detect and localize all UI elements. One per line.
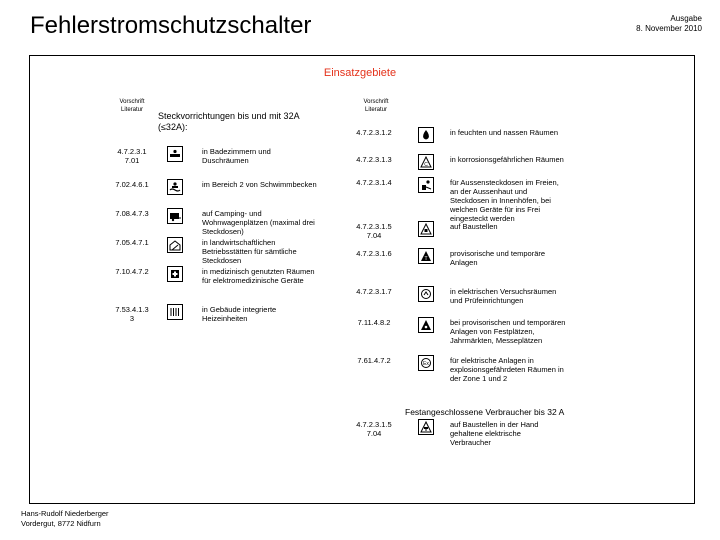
bathtub-icon	[167, 146, 183, 162]
left-header-line1: Vorschrift	[119, 99, 145, 105]
right-header-line1: Vorschrift	[363, 99, 389, 105]
barn-icon	[167, 237, 183, 253]
right-row-description-line: in feuchten und nassen Räumen	[450, 128, 558, 137]
right-row-description-line: für elektrische Anlagen in	[450, 356, 534, 365]
fixed-row-rule-ref-line1: 4.7.2.3.1.5	[356, 420, 392, 429]
right-row-rule-ref-line1: 7.61.4.7.2	[357, 356, 391, 365]
right-row-rule-ref	[346, 222, 402, 240]
left-row-description-line: in Gebäude integrierte	[202, 305, 277, 314]
left-row-description-line: auf Camping- und	[202, 209, 262, 218]
left-row-description	[202, 238, 297, 265]
left-row-rule-ref-line1: 7.08.4.7.3	[115, 209, 149, 218]
right-row-description	[450, 249, 545, 267]
svg-text:Ex: Ex	[423, 361, 429, 367]
left-row-rule-ref	[104, 267, 160, 276]
caravan-icon	[167, 208, 183, 224]
fixed-row-description-line: Verbraucher	[450, 438, 491, 447]
right-row-description-line: eingesteckt werden	[450, 214, 515, 223]
fair-icon	[418, 317, 434, 333]
right-row-description	[450, 155, 564, 164]
footer-name: Hans-Rudolf Niederberger	[21, 509, 109, 518]
left-intro	[158, 111, 300, 133]
left-row-description	[202, 180, 317, 189]
right-row-rule-ref	[346, 287, 402, 296]
left-row-description-line: im Bereich 2 von Schwimmbecken	[202, 180, 317, 189]
right-row-description-line: und Prüfeinrichtungen	[450, 296, 524, 305]
swimmer-icon	[167, 179, 183, 195]
right-row-description-line: bei provisorischen und temporären	[450, 318, 566, 327]
right-header-line2: Literatur	[364, 107, 387, 113]
temporary-icon	[418, 248, 434, 264]
left-row-description-line: Betriebsstätten für sämtliche	[202, 247, 297, 256]
left-row-description-line: in landwirtschaftlichen	[202, 238, 276, 247]
left-intro-line2: (≤32A):	[158, 122, 188, 132]
right-row-description	[450, 287, 556, 305]
right-row-description-line: auf Baustellen	[450, 222, 498, 231]
right-row-description-line: in elektrischen Versuchsräumen	[450, 287, 557, 296]
left-row-description	[202, 147, 271, 165]
fixed-row-description-line: auf Baustellen in der Hand	[450, 420, 539, 429]
left-row-rule-ref-line1: 7.53.4.1.3	[115, 305, 149, 314]
fixed-row-description-line: gehaltene elektrische	[450, 429, 521, 438]
left-row-description-line: Duschräumen	[202, 156, 249, 165]
test-lab-icon	[418, 286, 434, 302]
left-row-rule-ref	[104, 180, 160, 189]
right-row-rule-ref	[346, 128, 402, 137]
edition-date: 8. November 2010	[636, 24, 702, 33]
outdoor-icon	[418, 177, 434, 193]
right-row-description-line: der Zone 1 und 2	[450, 374, 508, 383]
left-row-description-line: in Badezimmern und	[202, 147, 271, 156]
left-row-description-line: für elektromedizinische Geräte	[202, 276, 304, 285]
right-row-rule-ref-line1: 4.7.2.3.1.4	[356, 178, 392, 187]
right-row-description-line: welchen Geräte für ins Frei	[450, 205, 541, 214]
edition-label: Ausgabe	[670, 14, 702, 23]
left-row-description	[202, 209, 315, 236]
left-row-description-line: Heizeinheiten	[202, 314, 248, 323]
fixed-row-rule-ref	[346, 420, 402, 438]
right-row-description	[450, 356, 564, 383]
page-title: Fehlerstromschutzschalter	[30, 12, 312, 39]
construction-icon	[418, 221, 434, 237]
right-row-rule-ref	[346, 318, 402, 327]
fixed-consumers-title: Festangeschlossene Verbraucher bis 32 A	[405, 407, 565, 417]
left-row-description-line: in medizinisch genutzten Räumen	[202, 267, 315, 276]
right-row-description-line: für Aussensteckdosen im Freien,	[450, 178, 559, 187]
fixed-row-description	[450, 420, 538, 447]
left-row-description-line: Wohnwagenplätzen (maximal drei	[202, 218, 315, 227]
left-row-rule-ref-line1: 7.05.4.7.1	[115, 238, 149, 247]
left-row-rule-ref	[104, 305, 160, 323]
right-row-rule-ref-line1: 4.7.2.3.1.6	[356, 249, 392, 258]
right-row-rule-ref-line2: 7.04	[366, 231, 382, 240]
corrosion-icon	[418, 154, 434, 170]
right-row-description-line: Jahrmärkten, Messeplätzen	[450, 336, 543, 345]
left-row-rule-ref-line2: 3	[129, 314, 135, 323]
footer-location: Vordergut, 8772 Nidfurn	[21, 519, 101, 528]
right-row-description-line: an der Aussenhaut und	[450, 187, 528, 196]
right-row-rule-ref-line1: 4.7.2.3.1.2	[356, 128, 392, 137]
right-row-description	[450, 222, 498, 231]
fixed-row-rule-ref-line2: 7.04	[366, 429, 382, 438]
right-row-rule-ref-line1: 4.7.2.3.1.5	[356, 222, 392, 231]
heater-icon	[167, 304, 183, 320]
right-column-header	[352, 98, 400, 114]
left-row-rule-ref-line1: 4.7.2.3.1	[117, 147, 147, 156]
right-row-rule-ref	[346, 249, 402, 258]
left-row-description-line: Steckdosen	[202, 256, 242, 265]
left-row-description	[202, 267, 315, 285]
handtool-icon	[418, 419, 434, 435]
droplet-icon	[418, 127, 434, 143]
right-row-description-line: in korrosionsgefährlichen Räumen	[450, 155, 564, 164]
right-row-rule-ref	[346, 356, 402, 365]
right-row-description-line: Steckdosen in Innenhöfen, bei	[450, 196, 551, 205]
left-row-rule-ref	[104, 209, 160, 218]
left-row-description-line: Steckdosen)	[202, 227, 244, 236]
right-row-rule-ref-line1: 4.7.2.3.1.7	[356, 287, 392, 296]
right-row-description-line: explosionsgefährdeten Räumen in	[450, 365, 564, 374]
edition-info	[636, 14, 702, 34]
right-row-rule-ref	[346, 178, 402, 187]
right-row-description	[450, 178, 559, 223]
footer-address	[21, 509, 109, 529]
right-row-rule-ref-line1: 4.7.2.3.1.3	[356, 155, 392, 164]
left-row-rule-ref-line1: 7.02.4.6.1	[115, 180, 149, 189]
left-column-header	[108, 98, 156, 114]
svg-text:T: T	[424, 256, 428, 262]
svg-text:C: C	[424, 162, 428, 168]
right-row-rule-ref-line1: 7.11.4.8.2	[357, 318, 391, 327]
right-row-description-line: Anlagen	[450, 258, 478, 267]
left-row-rule-ref	[104, 238, 160, 247]
left-row-description	[202, 305, 276, 323]
medical-icon	[167, 266, 183, 282]
right-row-description	[450, 128, 558, 137]
section-title: Einsatzgebiete	[323, 67, 397, 79]
left-row-rule-ref-line1: 7.10.4.7.2	[115, 267, 149, 276]
left-intro-line1: Steckvorrichtungen bis und mit 32A	[158, 111, 300, 121]
explosion-icon	[418, 355, 434, 371]
left-row-rule-ref-line2: 7.01	[124, 156, 140, 165]
right-row-description-line: provisorische und temporäre	[450, 249, 546, 258]
right-row-description	[450, 318, 565, 345]
right-row-rule-ref	[346, 155, 402, 164]
right-row-description-line: Anlagen von Festplätzen,	[450, 327, 535, 336]
left-row-rule-ref	[104, 147, 160, 165]
left-header-line2: Literatur	[120, 107, 143, 113]
